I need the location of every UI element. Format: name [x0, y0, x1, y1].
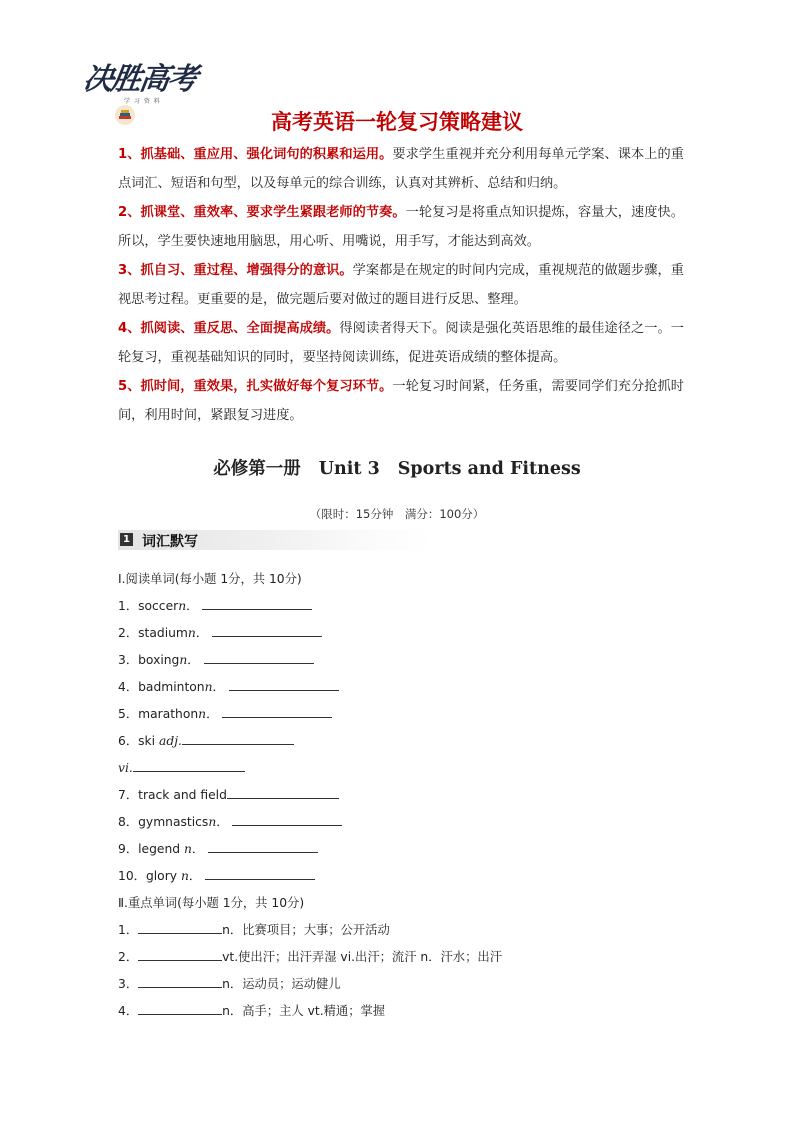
list-item: [118, 759, 688, 786]
tip-5: [118, 372, 684, 430]
tip-body: 一轮复习时间紧，任务重，需要同学们充分抢抓时间，利用时间，紧跟复习进度。: [118, 379, 684, 423]
word-label: 1．soccer: [118, 599, 179, 613]
part-of-speech: vi.: [118, 761, 133, 775]
section-label: 词汇默写: [142, 534, 198, 550]
time-limit: （限时：15分钟 满分：100分）: [309, 507, 485, 521]
item-number: 3．: [118, 977, 139, 991]
answer-blank[interactable]: [138, 1002, 222, 1015]
item-number: 2．: [118, 950, 139, 964]
list-item: [118, 624, 688, 651]
answer-blank[interactable]: [212, 624, 322, 637]
answer-blank[interactable]: [138, 975, 222, 988]
list-item: [118, 840, 688, 867]
answer-blank[interactable]: [138, 948, 222, 961]
part-of-speech: n: [178, 599, 187, 613]
definition: n．比赛项目；大事；公开活动: [222, 923, 390, 937]
list-item: [118, 813, 688, 840]
exercise-list: [118, 570, 688, 1029]
list-item: [118, 921, 688, 948]
word-label: 5．marathon: [118, 707, 199, 721]
part-of-speech: n: [179, 653, 188, 667]
pos-suffix: ．: [212, 680, 225, 694]
pos-suffix: ．: [195, 626, 209, 640]
word-label: 9．legend: [118, 842, 181, 856]
list-item: [118, 705, 688, 732]
definition: vt.使出汗；出汗弄湿 vi.出汗；流汗 n．汗水；出汗: [222, 950, 502, 964]
section-header: [118, 530, 434, 550]
pos-suffix: ．: [206, 707, 219, 721]
answer-blank[interactable]: [229, 678, 339, 691]
tip-head: 4、抓阅读、重反思、全面提高成绩。: [118, 321, 340, 336]
list-item: [118, 948, 688, 975]
tip-body: 一轮复习是将重点知识提炼，容量大，速度快。所以，学生要快速地用脑思，用心听、用嘴说，用手写，才能达到高效。: [118, 205, 684, 249]
page-title: 高考英语一轮复习策略建议: [271, 110, 523, 134]
tip-head: 5、抓时间，重效果，扎实做好每个复习环节。: [118, 379, 393, 394]
part-of-speech: n: [198, 707, 207, 721]
word-label: 6．ski: [118, 734, 156, 748]
list-item: [118, 786, 688, 813]
answer-blank[interactable]: [182, 732, 294, 745]
tip-body: 学案都是在规定的时间内完成，重视规范的做题步骤，重视思考过程。更重要的是，做完题后要对做过的题目进行反思、整理。: [118, 263, 684, 307]
tip-body: 得阅读者得天下。阅读是强化英语思维的最佳途径之一。一轮复习，重视基础知识的同时，要坚持阅读训练，促进英语成绩的整体提高。: [118, 321, 684, 365]
answer-blank[interactable]: [208, 840, 318, 853]
list-item: [118, 651, 688, 678]
part-of-speech: n: [180, 869, 189, 883]
unit-number: Unit 3: [318, 459, 380, 479]
part2-heading: Ⅱ.重点单词(每小题 1分，共 10分): [118, 896, 305, 910]
answer-blank[interactable]: [138, 921, 222, 934]
pos-suffix: ．: [187, 653, 200, 667]
answer-blank[interactable]: [232, 813, 342, 826]
pos-suffix: ．: [186, 599, 199, 613]
answer-blank[interactable]: [133, 759, 245, 772]
answer-blank[interactable]: [205, 867, 315, 880]
unit-name: Sports and Fitness: [397, 459, 581, 479]
book-name: 必修第一册: [213, 459, 301, 479]
word-label: 8．gymnastics: [118, 815, 209, 829]
tip-body: 要求学生重视并充分利用每单元学案、课本上的重点词汇、短语和句型，以及每单元的综合训练，认真对其辨析、总结和归纳。: [118, 147, 684, 191]
strategy-tips: [118, 140, 684, 430]
word-label: 4．badminton: [118, 680, 205, 694]
list-item: [118, 867, 688, 894]
unit-title: [0, 455, 794, 480]
tip-3: [118, 256, 684, 314]
part-of-speech: n: [208, 815, 217, 829]
part-of-speech: adj.: [159, 734, 182, 748]
definition: n．运动员；运动健儿: [222, 977, 341, 991]
list-item: [118, 678, 688, 705]
word-label: 10．glory: [118, 869, 178, 883]
tip-4: [118, 314, 684, 372]
answer-blank[interactable]: [227, 786, 339, 799]
tip-head: 1、抓基础、重应用、强化词句的积累和运用。: [118, 147, 393, 162]
list-item: [118, 975, 688, 1002]
tip-2: [118, 198, 684, 256]
item-number: 1．: [118, 923, 139, 937]
word-label: 3．boxing: [118, 653, 180, 667]
tip-head: 3、抓自习、重过程、增强得分的意识。: [118, 263, 353, 278]
part1-heading: Ⅰ.阅读单词(每小题 1分，共 10分): [118, 572, 302, 586]
answer-blank[interactable]: [204, 651, 314, 664]
definition: n．高手；主人 vt.精通；掌握: [222, 1004, 386, 1018]
part-of-speech: n: [187, 626, 196, 640]
pos-suffix: ．: [191, 842, 205, 856]
logo-text: 决胜高考: [81, 62, 198, 97]
answer-blank[interactable]: [222, 705, 332, 718]
part-of-speech: n: [184, 842, 192, 856]
list-item: [118, 597, 688, 624]
list-item: [118, 732, 688, 759]
part-of-speech: n: [204, 680, 213, 694]
logo-subtext: 学 习 资 料: [124, 98, 161, 105]
tip-head: 2、抓课堂、重效率、要求学生紧跟老师的节奏。: [118, 205, 406, 220]
pos-suffix: ．: [188, 869, 202, 883]
list-item: [118, 1002, 688, 1029]
word-label: 2．stadium: [118, 626, 188, 640]
tip-1: [118, 140, 684, 198]
section-number-badge: 1: [120, 533, 133, 546]
answer-blank[interactable]: [202, 597, 312, 610]
pos-suffix: ．: [216, 815, 229, 829]
word-label: 7．track and field: [118, 788, 227, 802]
item-number: 4．: [118, 1004, 139, 1018]
